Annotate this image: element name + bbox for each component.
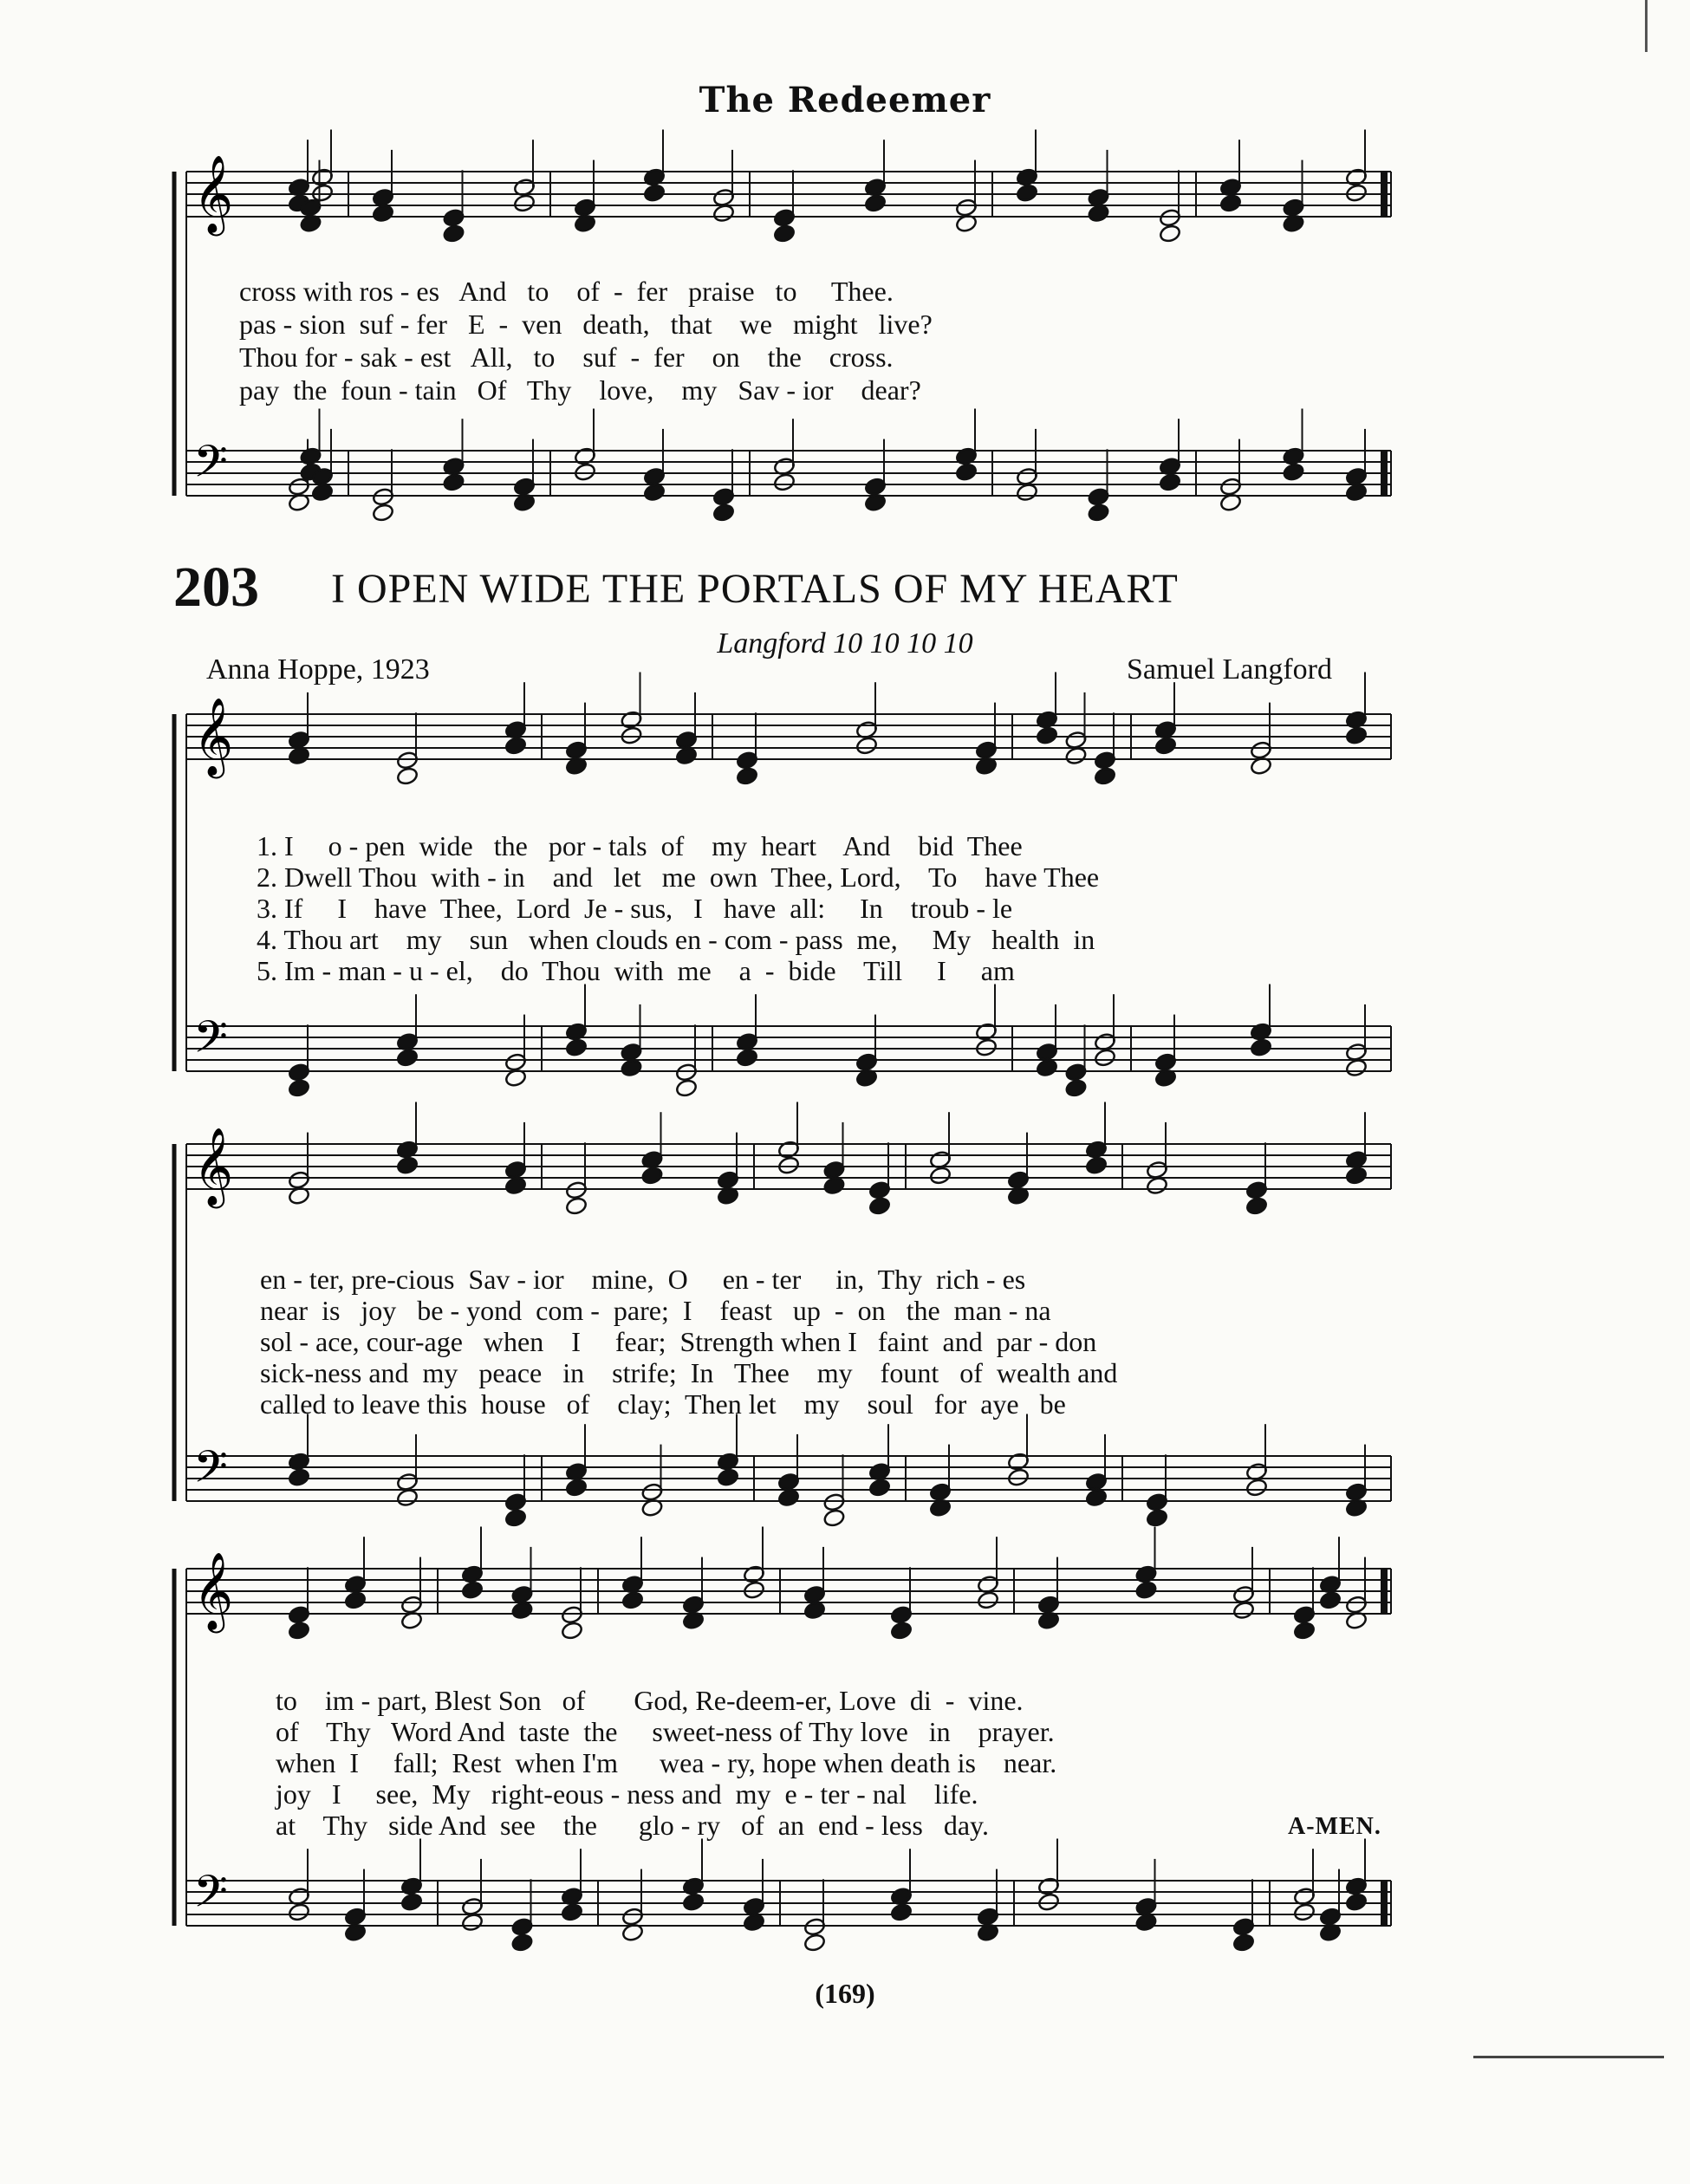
hymn-composer: Samuel Langford — [1127, 653, 1332, 686]
note-head — [288, 1621, 310, 1641]
system-2-treble-clef: 𝄞 — [193, 1128, 234, 1206]
verse-1-line-2: en - ter, pre-cious Sav - ior mine, O en - ter in, Thy rich - es — [260, 1264, 1026, 1295]
note-head — [1064, 746, 1087, 766]
note-head — [1064, 1078, 1087, 1098]
note-head — [743, 1580, 765, 1600]
note-head — [561, 1902, 583, 1922]
note-head — [1146, 1176, 1168, 1196]
note-head — [1087, 204, 1109, 224]
note-head — [890, 1902, 913, 1922]
note-head — [1345, 183, 1368, 203]
note-head — [1007, 1467, 1030, 1487]
note-head — [372, 204, 394, 224]
note-head — [1293, 1621, 1316, 1641]
note-head — [890, 1621, 913, 1641]
note-head — [565, 1196, 588, 1216]
note-head — [1085, 1155, 1108, 1175]
amen-label: A-MEN. — [1288, 1813, 1381, 1840]
prev-system-bass-clef: 𝄢 — [193, 435, 228, 498]
note-head — [396, 766, 419, 786]
note-head — [977, 1590, 999, 1610]
prev-hymn-lyric-line-2: pas - sion suf - fer E - ven death, that we might live? — [239, 309, 933, 340]
note-head — [1245, 1478, 1268, 1498]
note-head — [1036, 1058, 1058, 1078]
note-head — [513, 193, 536, 213]
verse-1-line-1: 1. I o - pen wide the por - tals of my heart And bid Thee — [257, 830, 1023, 861]
system-2-bass-clef: 𝄢 — [193, 1440, 228, 1504]
note-head — [288, 1902, 310, 1922]
note-head — [1087, 503, 1109, 523]
note-head — [773, 224, 796, 244]
note-head — [1036, 725, 1058, 745]
note-head — [344, 1590, 367, 1610]
note-head — [1016, 483, 1038, 503]
page-edge-line — [1473, 2056, 1664, 2058]
tune-name: Langford 10 10 10 10 — [717, 627, 973, 660]
prev-hymn-lyric-line-4: pay the foun - tain Of Thy love, my Sav - ior dear? — [239, 374, 921, 406]
system-3-treble-clef: 𝄞 — [193, 1552, 234, 1630]
verse-5-line-2: called to leave this house of clay; Then let my soul for aye be — [260, 1388, 1066, 1420]
note-head — [864, 193, 887, 213]
note-head — [743, 1913, 765, 1933]
note-head — [565, 1478, 588, 1498]
note-head — [868, 1478, 891, 1498]
note-head — [1245, 1196, 1268, 1216]
note-head — [561, 1621, 583, 1641]
note-head — [868, 1196, 891, 1216]
note-head — [510, 1933, 533, 1953]
note-head — [288, 746, 310, 766]
verse-2-line-2: near is joy be - yond com - pare; I feast up - on the man - na — [260, 1295, 1051, 1326]
system-1-treble-clef: 𝄞 — [193, 698, 234, 776]
note-head — [1016, 183, 1038, 203]
system-3-bass-clef: 𝄢 — [193, 1865, 228, 1928]
prev-system-final-barline — [1381, 451, 1388, 496]
verse-1-line-3: to im - part, Blest Son of God, Re-deem-er, Love di - vine. — [276, 1685, 1024, 1716]
hymn-number: 203 — [173, 556, 259, 619]
prev-system-treble-clef: 𝄞 — [193, 155, 234, 233]
verse-3-line-3: when I fall; Rest when I'm wea - ry, hope when death is near. — [276, 1747, 1057, 1778]
page-number: (169) — [815, 1978, 875, 2009]
note-head — [712, 204, 735, 224]
note-head — [1094, 1048, 1116, 1068]
note-head — [1134, 1913, 1157, 1933]
note-head — [1345, 1892, 1368, 1912]
note-head — [1037, 1892, 1060, 1912]
note-head — [1232, 1601, 1255, 1621]
note-head — [822, 1176, 845, 1196]
note-head — [396, 1488, 419, 1508]
note-head — [311, 483, 334, 503]
verse-5-line-1: 5. Im - man - u - el, do Thou with me a - bide Till I am — [257, 955, 1015, 986]
note-head — [1146, 1508, 1168, 1528]
running-head: The Redeemer — [699, 80, 991, 120]
note-head — [1250, 1037, 1272, 1057]
note-head — [620, 1058, 642, 1078]
note-head — [682, 1892, 705, 1912]
note-head — [1154, 736, 1177, 756]
note-head — [773, 472, 796, 492]
note-head — [712, 503, 735, 523]
page-edge-mark — [1645, 0, 1648, 52]
verse-4-line-1: 4. Thou art my sun when clouds en - com - pass me, My health in — [257, 924, 1095, 955]
verse-3-line-1: 3. If I have Thee, Lord Je - sus, I have all: In troub - le — [257, 893, 1013, 924]
note-head — [1094, 766, 1116, 786]
note-head — [736, 766, 758, 786]
prev-hymn-lyric-line-3: Thou for - sak - est All, to suf - fer on the cross. — [239, 341, 894, 373]
note-head — [675, 746, 698, 766]
note-head — [1345, 725, 1368, 745]
note-head — [1159, 472, 1181, 492]
verse-5-line-3: at Thy side And see the glo - ry of an end - less day. — [276, 1810, 989, 1841]
note-head — [620, 725, 642, 745]
note-head — [288, 1467, 310, 1487]
note-head — [461, 1913, 484, 1933]
verse-4-line-3: joy I see, My right-eous - ness and my e - ter - nal life. — [276, 1778, 978, 1810]
note-head — [396, 1048, 419, 1068]
prev-hymn-lyric-line-1: cross with ros - es And to of - fer praise to Thee. — [239, 276, 894, 307]
note-head — [1134, 1580, 1157, 1600]
note-head — [643, 183, 666, 203]
system-1-bass-clef: 𝄢 — [193, 1011, 228, 1074]
note-head — [565, 1037, 588, 1057]
note-head — [1159, 224, 1181, 244]
note-head — [621, 1590, 644, 1610]
note-head — [396, 1155, 419, 1175]
note-head — [643, 483, 666, 503]
verse-4-line-2: sick-ness and my peace in strife; In Thee my fount of wealth and — [260, 1357, 1118, 1388]
note-head — [803, 1933, 826, 1953]
prev-system-final-barline — [1381, 172, 1388, 217]
note-head — [1282, 462, 1304, 482]
note-head — [442, 224, 465, 244]
note-head — [1345, 1166, 1368, 1186]
system-3-final-barline — [1381, 1881, 1388, 1926]
note-head — [1319, 1590, 1342, 1610]
note-head — [288, 1078, 310, 1098]
hymn-author: Anna Hoppe, 1923 — [206, 653, 430, 686]
note-head — [717, 1467, 739, 1487]
verse-3-line-2: sol - ace, cour-age when I fear; Strength when I faint and par - don — [260, 1326, 1097, 1357]
note-head — [803, 1601, 826, 1621]
note-head — [822, 1508, 845, 1528]
note-head — [975, 1037, 998, 1057]
note-head — [929, 1166, 952, 1186]
note-head — [777, 1488, 800, 1508]
note-head — [855, 736, 878, 756]
note-head — [1232, 1933, 1255, 1953]
note-head — [461, 1580, 484, 1600]
note-head — [504, 1176, 527, 1196]
note-head — [1293, 1902, 1316, 1922]
note-head — [955, 462, 978, 482]
note-head — [510, 1601, 533, 1621]
note-head — [1345, 483, 1368, 503]
hymn-title: I OPEN WIDE THE PORTALS OF MY HEART — [331, 566, 1179, 612]
note-head — [504, 1508, 527, 1528]
note-head — [442, 472, 465, 492]
verse-2-line-1: 2. Dwell Thou with - in and let me own Thee, Lord, To have Thee — [257, 861, 1100, 893]
note-head — [504, 736, 527, 756]
note-head — [675, 1078, 698, 1098]
note-head — [372, 503, 394, 523]
note-head — [1219, 193, 1242, 213]
note-head — [574, 462, 596, 482]
note-head — [400, 1892, 423, 1912]
note-head — [736, 1048, 758, 1068]
verse-2-line-3: of Thy Word And taste the sweet-ness of Thy love in prayer. — [276, 1716, 1055, 1747]
system-3-final-barline — [1381, 1569, 1388, 1614]
note-head — [1345, 1058, 1368, 1078]
note-head — [777, 1155, 800, 1175]
note-head — [1085, 1488, 1108, 1508]
note-head — [640, 1166, 663, 1186]
